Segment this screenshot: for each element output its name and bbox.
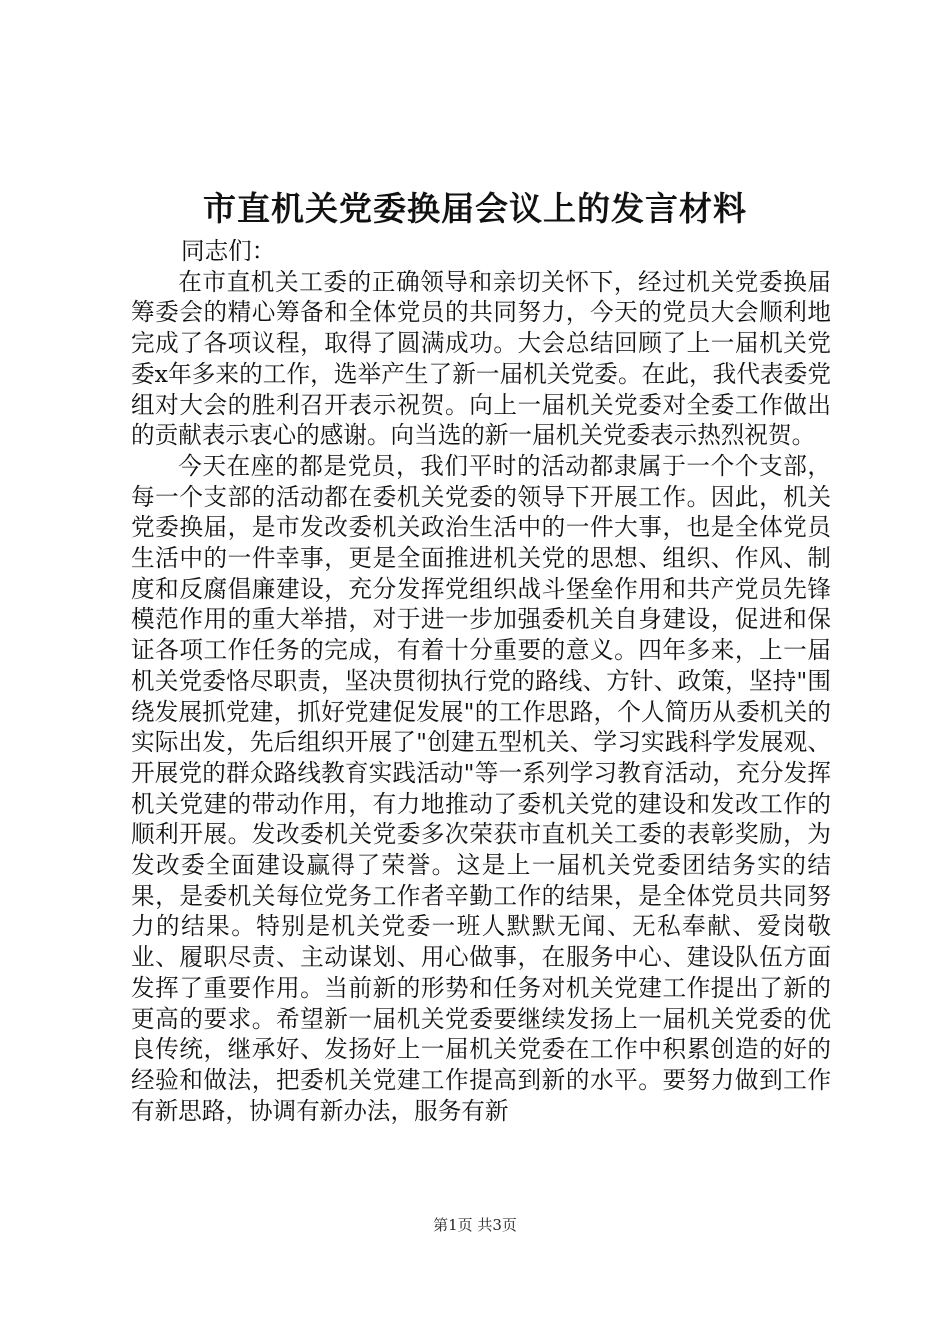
paragraph-2: 今天在座的都是党员，我们平时的活动都隶属于一个个支部，每一个支部的活动都在委机关党委的领导下开展工作。因此，机关党委换届，是市发改委机关政治生活中的一件大事，也是全体党员生活中的一件幸事，更是全面推进机关党的思想、组织、作风、制度和反腐倡廉建设，充分发挥党组织战斗堡垒作用和共产党员先锋模范作用的重大举措，对于进一步加强委机关自身建设，促进和保证各项工作任务的完成，有着十分重要的意义。四年多来，上一届机关党委恪尽职责，坚决贯彻执行党的路线、方针、政策，坚持"围绕发展抓党建，抓好党建促发展"的工作思路，个人简历从委机关的实际出发，先后组织开展了"创建五型机关、学习实践科学发展观、开展党的群众路线教育实践活动"等一系列学习教育活动，充分发挥机关党建的带动作用，有力地推动了委机关党的建设和发改工作的顺利开展。发改委机关党委多次荣获市直机关工委的表彰奖励，为发改委全面建设赢得了荣誉。这是上一届机关党委团结务实的结果，是委机关每位党务工作者辛勤工作的结果，是全体党员共同努力的结果。特别是机关党委一班人默默无闻、无私奉献、爱岗敬业、履职尽责、主动谋划、用心做事，在服务中心、建设队伍方面发挥了重要作用。当前新的形势和任务对机关党建工作提出了新的更高的要求。希望新一届机关党委要继续发扬上一届机关党委的优良传统，继承好、发扬好上一届机关党委在工作中积累创造的好的经验和做法，把委机关党建工作提高到新的水平。要努力做到工作有新思路，协调有新办法，服务有新 <box>131 451 831 1125</box>
document-title: 市直机关党委换届会议上的发言材料 <box>203 189 747 228</box>
paragraph-1: 在市直机关工委的正确领导和亲切关怀下，经过机关党委换届筹委会的精心筹备和全体党员的共同努力，今天的党员大会顺利地完成了各项议程，取得了圆满成功。大会总结回顾了上一届机关党委x年多来的工作，选举产生了新一届机关党委。在此，我代表委党组对大会的胜利召开表示祝贺。向上一届机关党委对全委工作做出的贡献表示衷心的感谢。向当选的新一届机关党委表示热烈祝贺。 <box>131 267 831 450</box>
salutation: 同志们： <box>181 237 276 265</box>
page-number-footer: 第1页 共3页 <box>433 1216 517 1234</box>
document-body <box>131 236 831 1126</box>
